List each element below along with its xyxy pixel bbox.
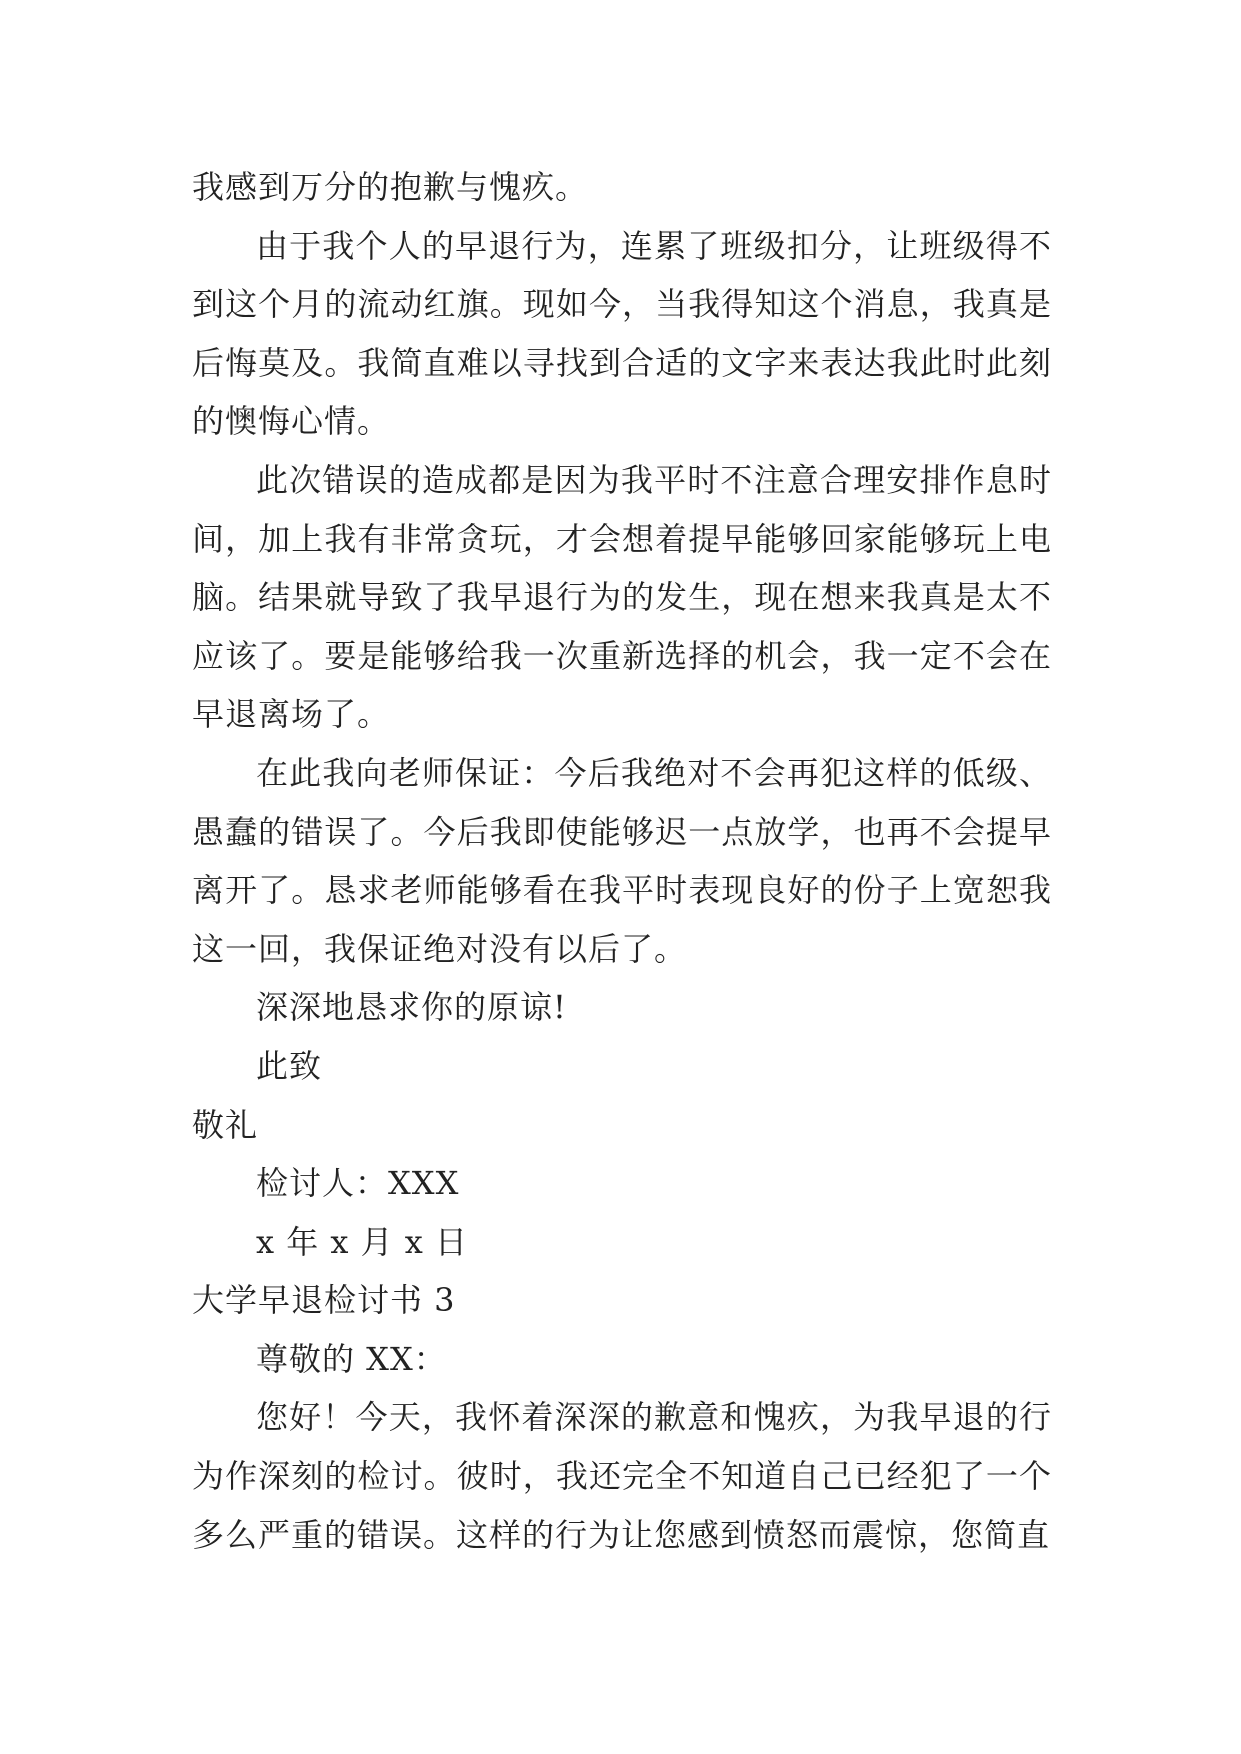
signature-date: x 年 x 月 x 日 (256, 1222, 469, 1261)
document-body (192, 158, 1052, 1564)
closing-regards: 敬礼 (192, 1105, 259, 1144)
paragraph-class-penalty: 由于我个人的早退行为，连累了班级扣分，让班级得不到这个月的流动红旗。现如今，当我得知这个消息，我真是后悔莫及。我简直难以寻找到合适的文字来表达我此时此刻的懊悔心情。 (192, 226, 1052, 441)
section-title: 大学早退检讨书 3 (192, 1281, 456, 1320)
closing-salutation: 此致 (256, 1046, 323, 1085)
paragraph-apology-end: 我感到万分的抱歉与愧疚。 (192, 168, 589, 206)
paragraph-promise: 在此我向老师保证：今后我绝对不会再犯这样的低级、愚蠢的错误了。今后我即使能够迟一点放学，也再不会提早离开了。恳求老师能够看在我平时表现良好的份子上宽恕我这一回，我保证绝对没有以后了。 (192, 753, 1052, 968)
greeting: 尊敬的 XX： (256, 1339, 447, 1378)
paragraph-opening: 您好！今天，我怀着深深的歉意和愧疚，为我早退的行为作深刻的检讨。彼时，我还完全不知道自己已经犯了一个多么严重的错误。这样的行为让您感到愤怒而震惊，您简直 (192, 1398, 1052, 1554)
signature-author: 检讨人：XXX (256, 1164, 460, 1203)
paragraph-plea: 深深地恳求你的原谅! (256, 988, 567, 1027)
paragraph-cause: 此次错误的造成都是因为我平时不注意合理安排作息时间，加上我有非常贪玩，才会想着提早能够回家能够玩上电脑。结果就导致了我早退行为的发生，现在想来我真是太不应该了。要是能够给我一次重新选择的机会，我一定不会在早退离场了。 (192, 460, 1052, 734)
